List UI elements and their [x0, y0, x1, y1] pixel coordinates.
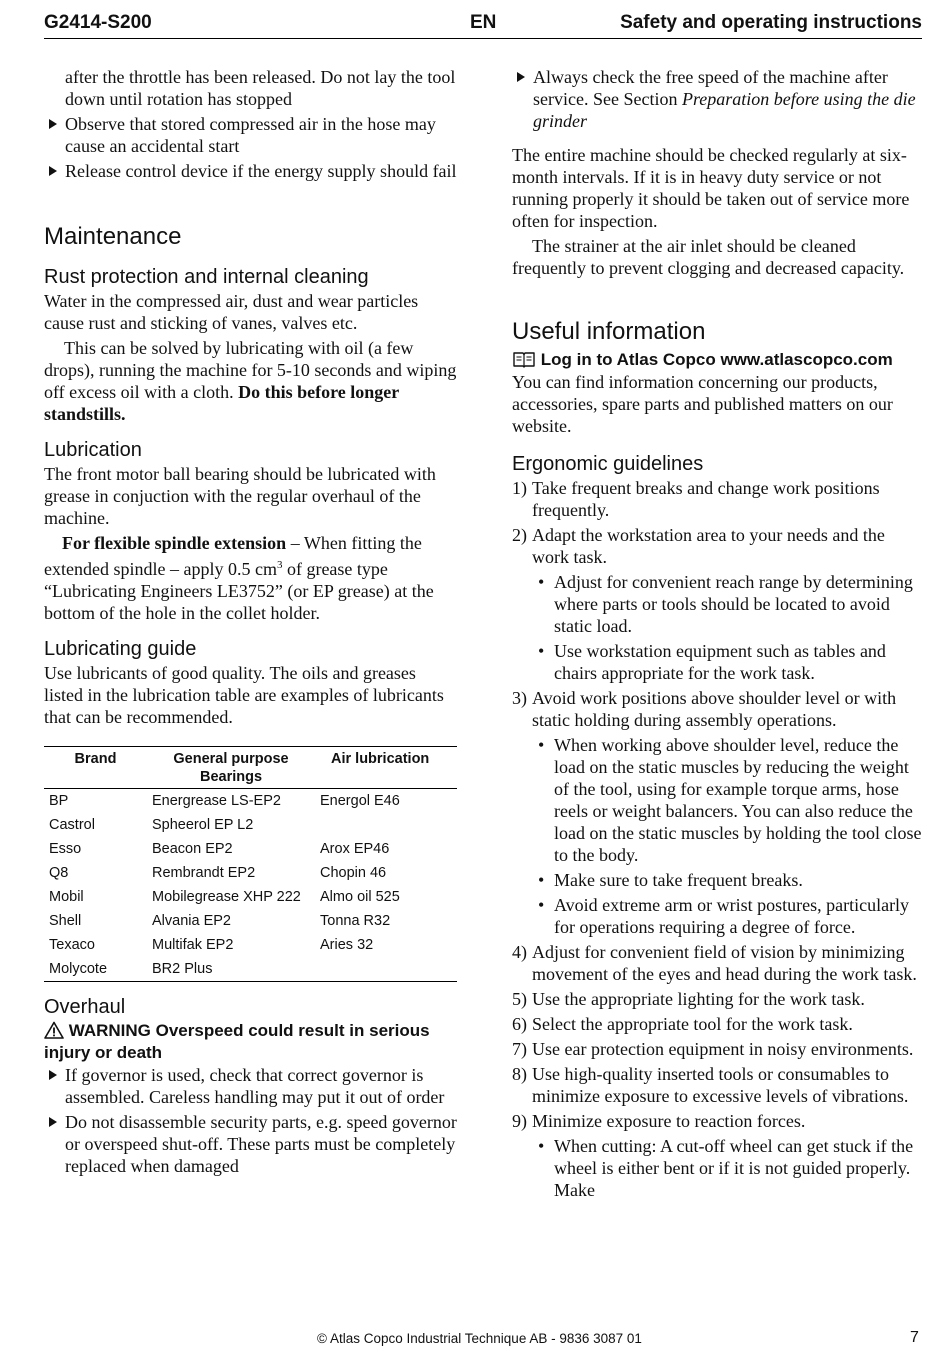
useful-information-heading: Useful information [512, 318, 706, 345]
table-row: Mobil Mobilegrease XHP 222 Almo oil 525 [49, 889, 400, 905]
sub-bullet-list [532, 1135, 922, 1201]
lubrication-paragraph-1: The front motor ball bearing should be lubricated with grease in conjuction with the regular overhaul of the machine. [44, 464, 436, 528]
document-title: Safety and operating instructions [620, 12, 922, 33]
list-item: Always check the free speed of the machine after service. See Section Preparation before using the die grinder [512, 66, 922, 132]
list-item: If governor is used, check that correct governor is assembled. Careless handling may put it out of order [44, 1064, 457, 1108]
list-item: 7) Use ear protection equipment in noisy environments. [512, 1039, 914, 1059]
safety-bullet-list [44, 113, 457, 182]
list-item: • When cutting: A cut-off wheel can get stuck if the wheel is either bent or if it is not guided properly. Make [538, 1136, 914, 1200]
table-row: Texaco Multifak EP2 Aries 32 [49, 937, 374, 953]
column-header-brand: Brand [74, 751, 117, 767]
left-column [44, 66, 457, 1180]
website-info-paragraph: You can find information concerning our products, accessories, spare parts and published matters on our website. [512, 372, 893, 436]
ergonomic-guidelines-heading: Ergonomic guidelines [512, 453, 704, 475]
table-row: Castrol Spheerol EP L2 [49, 817, 254, 833]
column-header-air-lubrication: Air lubrication [331, 751, 430, 767]
inspection-paragraph: The entire machine should be checked regularly at six-month intervals. If it is in heavy duty service or not running properly it should be taken out of service more often for inspection. [512, 145, 910, 231]
column-header-general-purpose: General purpose Bearings [173, 751, 289, 785]
arrow-icon [517, 72, 525, 82]
atlas-copco-login: Log in to Atlas Copco www.atlascopco.com [512, 349, 922, 371]
maintenance-heading: Maintenance [44, 223, 182, 250]
strainer-paragraph: The strainer at the air inlet should be cleaned frequently to prevent clogging and decreased capacity. [512, 236, 905, 278]
list-item: 5) Use the appropriate lighting for the work task. [512, 989, 865, 1009]
list-item: 8) Use high-quality inserted tools or consumables to minimize exposure to excessive levels of vibrations. [512, 1064, 909, 1106]
overspeed-warning: WARNING Overspeed could result in serious injury or death [44, 1021, 430, 1062]
list-item: 1) Take frequent breaks and change work positions frequently. [512, 478, 880, 520]
list-item: Observe that stored compressed air in the hose may cause an accidental start [44, 113, 457, 157]
arrow-icon [49, 1117, 57, 1127]
overhaul-heading: Overhaul [44, 996, 126, 1018]
rust-paragraph-2: This can be solved by lubricating with oil (a few drops), running the machine for 5-10 seconds and wiping off excess oil with a cloth. Do this before longer standstills. [44, 338, 457, 424]
warning-triangle-icon [44, 1021, 64, 1039]
continued-text: after the throttle has been released. Do not lay the tool down until rotation has stopped [65, 67, 456, 109]
table-row: Q8 Rembrandt EP2 Chopin 46 [49, 865, 387, 881]
copyright-text: © Atlas Copco Industrial Technique AB - 9836 3087 01 [317, 1331, 642, 1346]
table-row: Esso Beacon EP2 Arox EP46 [49, 841, 390, 857]
list-item: Release control device if the energy supply should fail [44, 160, 457, 182]
list-item: 3) Avoid work positions above shoulder level or with static holding during assembly operations. • When working above shoulder level, reduce the load on the static muscles by reducing the weight of the tool, using for example torque arms, hose reels or weight balancers. You can also reduce the load on the static muscles by holding the tool close to the body. • Make sure to take frequent breaks. • Avoid extreme arm or wrist postures, particularly for operations requiring a degree of force. [512, 688, 922, 937]
list-item: 9) Minimize exposure to reaction forces. • When cutting: A cut-off wheel can get stuck if the wheel is either bent or if it is not guided properly. Make [512, 1110, 922, 1201]
overhaul-bullet-list [44, 1064, 457, 1177]
arrow-icon [49, 119, 57, 129]
rust-paragraph-1: Water in the compressed air, dust and wear particles cause rust and sticking of vanes, valves etc. [44, 291, 419, 333]
lubrication-heading: Lubrication [44, 439, 142, 461]
lubrication-paragraph-2: For flexible spindle extension – When fitting the extended spindle – apply 0.5 $cm^3$ of grease type “Lubricating Engineers LE3752” (or EP grease) at the bottom of the hole in the collet holder. [44, 533, 434, 623]
book-icon [512, 350, 536, 368]
arrow-icon [49, 1070, 57, 1080]
list-item: • Use workstation equipment such as tables and chairs appropriate for the work task. [538, 641, 886, 683]
sub-bullet-list [532, 571, 922, 684]
table-row: BP Energrease LS-EP2 Energol E46 [49, 793, 400, 809]
sub-bullet-list [532, 734, 922, 938]
rust-protection-heading: Rust protection and internal cleaning [44, 266, 369, 288]
list-item: 6) Select the appropriate tool for the work task. [512, 1014, 853, 1034]
right-column [512, 66, 922, 1204]
section-reference: Preparation before using the die grinder [533, 89, 916, 131]
table-row: Molycote BR2 Plus [49, 961, 213, 977]
page-number: 7 [910, 1329, 919, 1346]
page-header [44, 10, 922, 39]
list-item: • Make sure to take frequent breaks. [538, 870, 803, 890]
table-row: Shell Alvania EP2 Tonna R32 [49, 913, 391, 929]
list-item: • Adjust for convenient reach range by determining where parts or tools should be located to avoid static load. [538, 572, 913, 636]
list-item: 2) Adapt the workstation area to your needs and the work task. • Adjust for convenient reach range by determining where parts or tools should be located to avoid static load. • Use workstation equipment such as tables and chairs appropriate for the work task. [512, 524, 922, 684]
lubrication-table [44, 746, 457, 982]
list-item: • When working above shoulder level, reduce the load on the static muscles by reducing the weight of the tool, using for example torque arms, hose reels or weight balancers. You can also reduce the load on the static muscles by holding the tool close to the body. [538, 735, 922, 865]
ergonomic-guidelines-list [512, 477, 922, 1201]
table-header-row [44, 747, 457, 789]
arrow-icon [49, 166, 57, 176]
lubricating-guide-heading: Lubricating guide [44, 638, 197, 660]
list-item: Do not disassemble security parts, e.g. speed governor or overspeed shut-off. These parts must be completely replaced when damaged [44, 1111, 457, 1177]
free-speed-bullet [512, 66, 922, 132]
document-id: G2414-S200 [44, 12, 152, 33]
lubricating-guide-paragraph: Use lubricants of good quality. The oils and greases listed in the lubrication table are examples of lubricants that can be recommended. [44, 663, 444, 727]
language-code: EN [470, 12, 497, 33]
list-item: 4) Adjust for convenient field of vision by minimizing movement of the eyes and head during the work task. [512, 942, 917, 984]
list-item: • Avoid extreme arm or wrist postures, particularly for operations requiring a degree of force. [538, 895, 910, 937]
